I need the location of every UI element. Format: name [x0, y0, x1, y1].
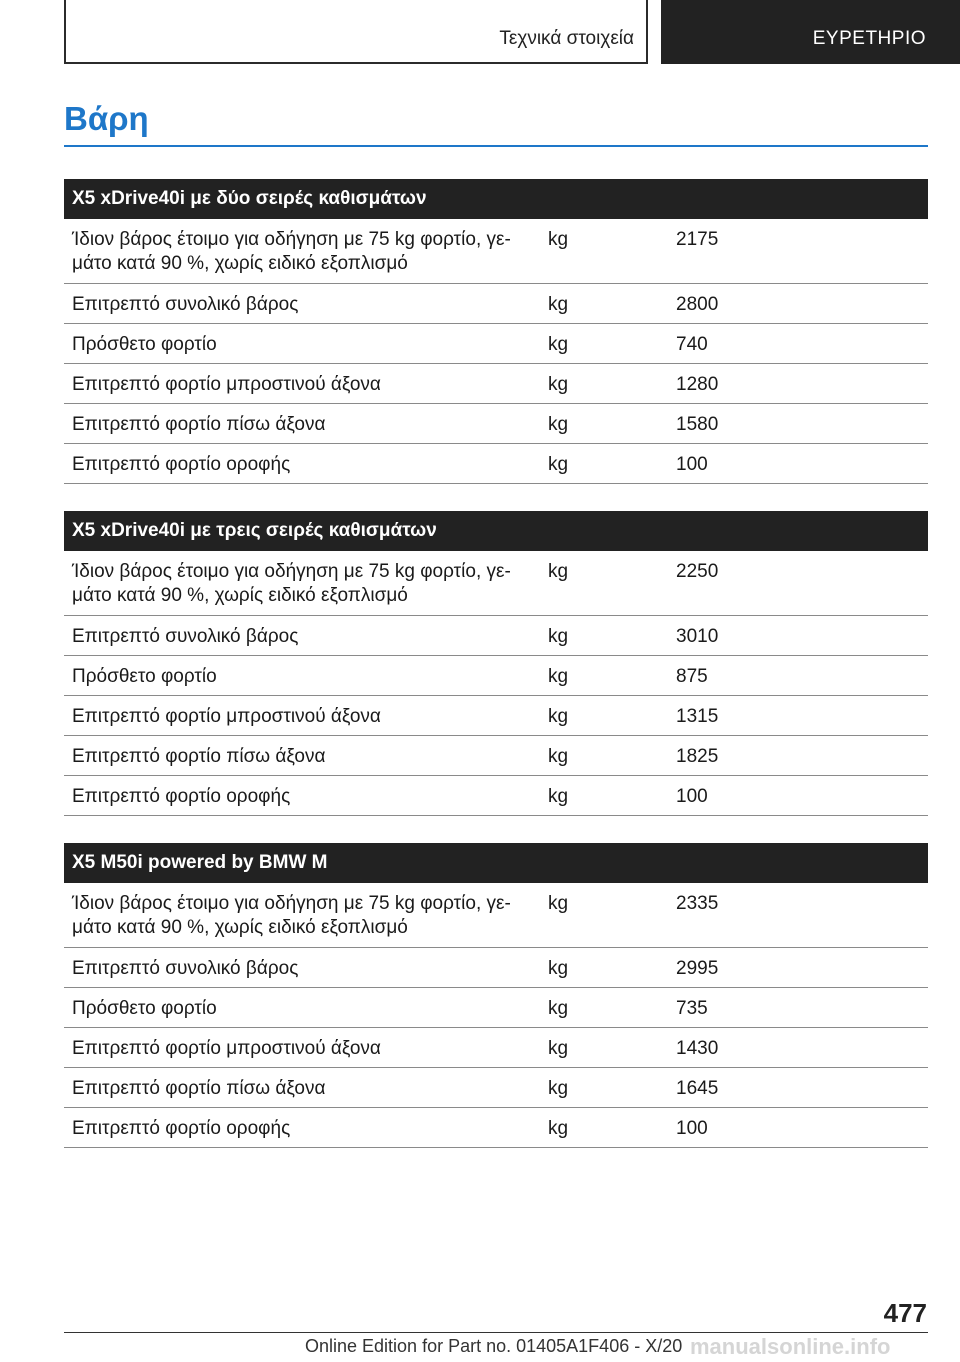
- row-label: Επιτρεπτό φορτίο πίσω άξονα: [72, 746, 326, 767]
- row-label: Πρόσθετο φορτίο: [72, 998, 217, 1019]
- row-label: Ίδιον βάρος έτοιμο για οδήγηση με 75 kg φορτίο, γε‐μάτο κατά 90 %, χωρίς ειδικό εξοπλισμό: [72, 893, 511, 938]
- row-unit: kg: [548, 414, 569, 435]
- table-row: [64, 284, 928, 324]
- row-value: 1645: [676, 1078, 719, 1099]
- row-label: Επιτρεπτό φορτίο οροφής: [72, 786, 291, 807]
- table-row: [64, 404, 928, 444]
- footer-divider: [64, 1332, 928, 1333]
- table-row: [64, 1108, 928, 1148]
- table-header: X5 xDrive40i με δύο σειρές καθισμάτων: [64, 179, 928, 219]
- row-label: Επιτρεπτό συνολικό βάρος: [72, 626, 299, 647]
- page-title: Βάρη: [64, 100, 149, 137]
- row-value: 2995: [676, 958, 719, 979]
- row-label: Ίδιον βάρος έτοιμο για οδήγηση με 75 kg φορτίο, γε‐μάτο κατά 90 %, χωρίς ειδικό εξοπλισμό: [72, 561, 511, 606]
- row-value: 1825: [676, 746, 719, 767]
- tab-technical-data-label: Τεχνικά στοιχεία: [499, 28, 634, 49]
- row-value: 740: [676, 334, 708, 355]
- row-value: 100: [676, 786, 708, 807]
- row-label: Επιτρεπτό φορτίο πίσω άξονα: [72, 1078, 326, 1099]
- row-value: 2250: [676, 561, 719, 582]
- table-row: [64, 324, 928, 364]
- watermark: manualsonline.info: [690, 1334, 891, 1359]
- row-unit: kg: [548, 1118, 569, 1139]
- table-row: [64, 219, 928, 284]
- table-row: [64, 616, 928, 656]
- row-label: Επιτρεπτό φορτίο οροφής: [72, 454, 291, 475]
- row-value: 3010: [676, 626, 719, 647]
- weights-table-xdrive40i-two-rows: [64, 179, 928, 484]
- table-row: [64, 988, 928, 1028]
- row-label: Επιτρεπτό συνολικό βάρος: [72, 958, 299, 979]
- row-unit: kg: [548, 626, 569, 647]
- row-value: 100: [676, 1118, 708, 1139]
- row-label: Πρόσθετο φορτίο: [72, 334, 217, 355]
- row-label: Επιτρεπτό φορτίο μπροστινού άξονα: [72, 1038, 381, 1059]
- tab-index-label: ΕΥΡΕΤΗΡΙΟ: [812, 28, 926, 49]
- row-value: 2335: [676, 893, 719, 914]
- table-row: [64, 444, 928, 484]
- table-row: [64, 364, 928, 404]
- row-unit: kg: [548, 998, 569, 1019]
- row-value: 2175: [676, 229, 719, 250]
- table-header: X5 xDrive40i με τρεις σειρές καθισμάτων: [64, 511, 928, 551]
- row-unit: kg: [548, 561, 569, 582]
- row-value: 1280: [676, 374, 719, 395]
- row-unit: kg: [548, 706, 569, 727]
- weights-table-xdrive40i-three-rows: [64, 511, 928, 816]
- row-value: 1430: [676, 1038, 719, 1059]
- table-row: [64, 1068, 928, 1108]
- row-value: 1315: [676, 706, 719, 727]
- row-unit: kg: [548, 746, 569, 767]
- row-unit: kg: [548, 786, 569, 807]
- table-row: [64, 551, 928, 616]
- row-unit: kg: [548, 893, 569, 914]
- table-row: [64, 776, 928, 816]
- table-row: [64, 948, 928, 988]
- row-value: 875: [676, 666, 708, 687]
- row-unit: kg: [548, 229, 569, 250]
- row-unit: kg: [548, 334, 569, 355]
- row-unit: kg: [548, 1038, 569, 1059]
- row-label: Επιτρεπτό φορτίο οροφής: [72, 1118, 291, 1139]
- page-number: 477: [883, 1298, 927, 1328]
- table-row: [64, 1028, 928, 1068]
- weights-table-m50i: [64, 843, 928, 1148]
- table-header: X5 M50i powered by BMW M: [64, 843, 928, 883]
- edition-text: Online Edition for Part no. 01405A1F406 - X/20: [305, 1336, 683, 1356]
- row-label: Επιτρεπτό συνολικό βάρος: [72, 294, 299, 315]
- row-label: Πρόσθετο φορτίο: [72, 666, 217, 687]
- row-unit: kg: [548, 374, 569, 395]
- title-divider: [64, 145, 928, 147]
- row-unit: kg: [548, 1078, 569, 1099]
- table-row: [64, 696, 928, 736]
- row-unit: kg: [548, 454, 569, 475]
- row-value: 735: [676, 998, 708, 1019]
- table-row: [64, 883, 928, 948]
- row-value: 1580: [676, 414, 719, 435]
- row-label: Επιτρεπτό φορτίο μπροστινού άξονα: [72, 374, 381, 395]
- row-label: Ίδιον βάρος έτοιμο για οδήγηση με 75 kg φορτίο, γε‐μάτο κατά 90 %, χωρίς ειδικό εξοπλισμό: [72, 229, 511, 274]
- row-value: 2800: [676, 294, 719, 315]
- row-unit: kg: [548, 294, 569, 315]
- tab-index[interactable]: [661, 0, 960, 64]
- row-unit: kg: [548, 666, 569, 687]
- tab-technical-data[interactable]: [64, 0, 648, 64]
- row-unit: kg: [548, 958, 569, 979]
- row-label: Επιτρεπτό φορτίο πίσω άξονα: [72, 414, 326, 435]
- table-row: [64, 656, 928, 696]
- row-label: Επιτρεπτό φορτίο μπροστινού άξονα: [72, 706, 381, 727]
- row-value: 100: [676, 454, 708, 475]
- table-row: [64, 736, 928, 776]
